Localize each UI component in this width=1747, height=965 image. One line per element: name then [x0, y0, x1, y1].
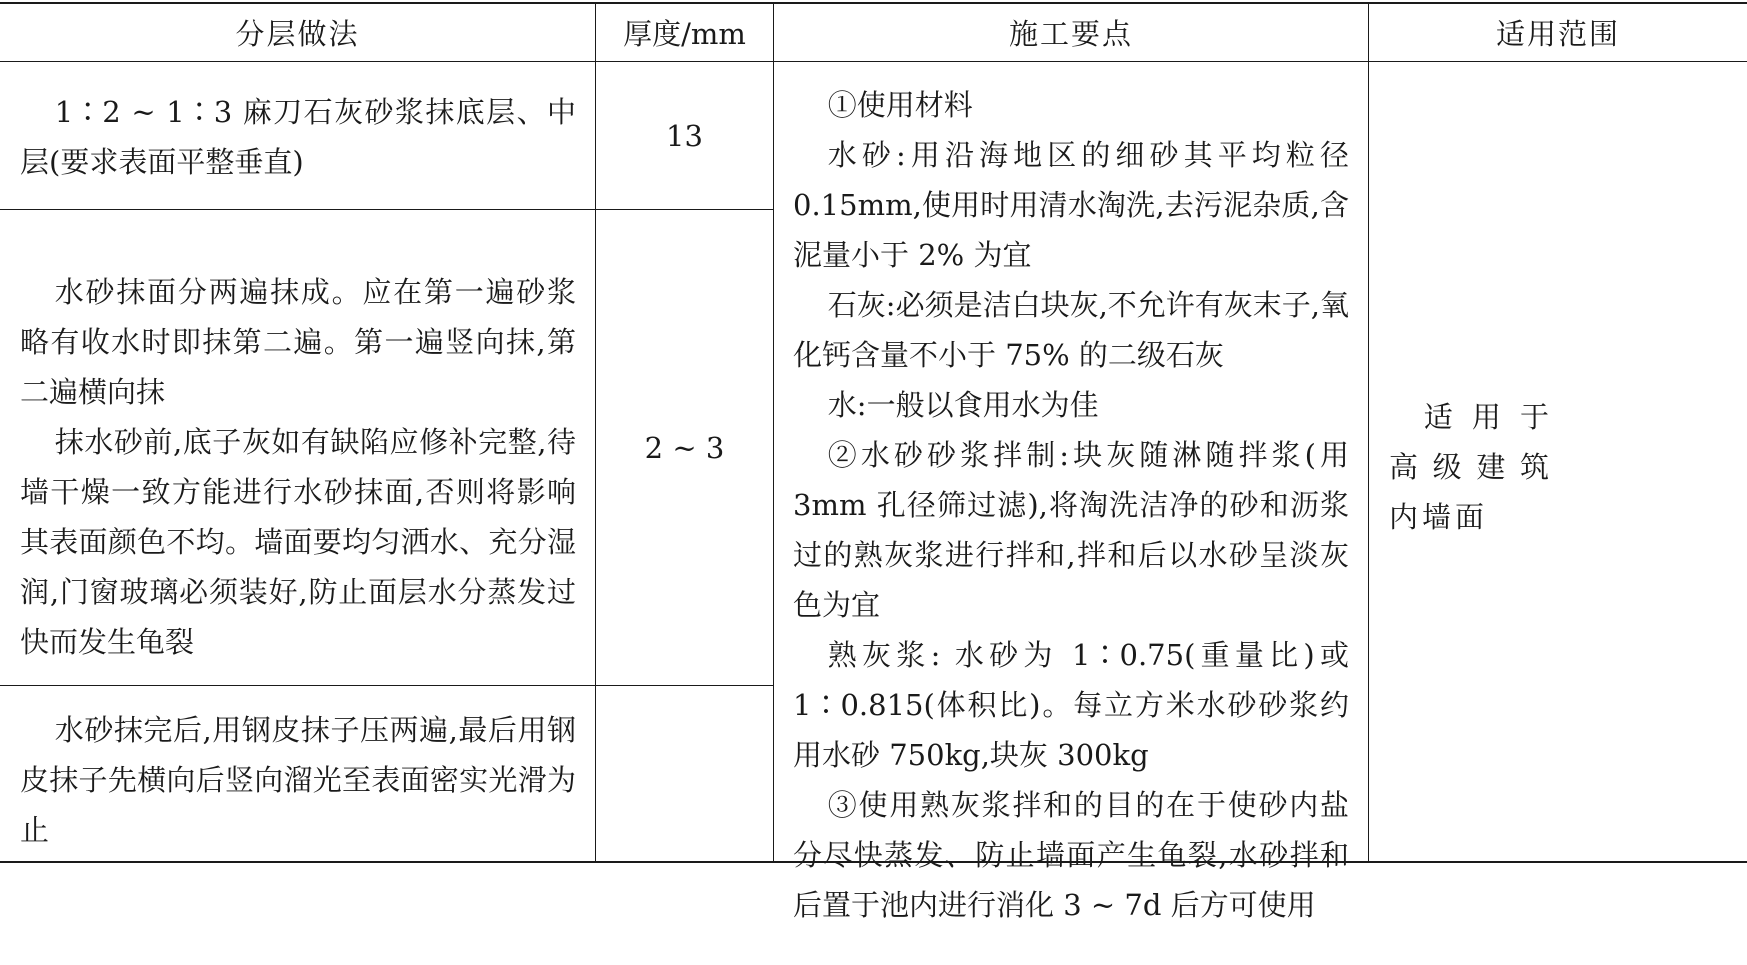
scope-text: 适用于高级建筑内墙面 [1389, 400, 1553, 534]
header-thickness: 厚度/mm [623, 17, 746, 51]
header-key-points: 施工要点 [1008, 17, 1133, 51]
scope-cell [1389, 392, 1553, 542]
key-point-4: 水:一般以食用水为佳 [827, 388, 1099, 422]
key-points-cell [793, 80, 1349, 930]
row2-layer-cell [20, 267, 576, 667]
row1-thickness: 13 [666, 118, 703, 153]
key-point-5: ②水砂砂浆拌制:块灰随淋随拌浆(用 3mm 孔径筛过滤),将淘洗洁净的砂和沥浆过的熟灰浆进行拌和,拌和后以水砂呈淡灰色为宜 [793, 438, 1349, 622]
header-scope: 适用范围 [1495, 17, 1620, 51]
col-divider-3 [1368, 3, 1369, 862]
key-point-3: 石灰:必须是洁白块灰,不允许有灰末子,氧化钙含量不小于 75% 的二级石灰 [793, 288, 1350, 372]
row3-thickness [596, 686, 773, 861]
row2-thickness: 2 ~ 3 [644, 430, 725, 465]
key-point-7: ③使用熟灰浆拌和的目的在于使砂内盐分尽快蒸发、防止墙面产生龟裂,水砂拌和后置于池内进行消化 3 ~ 7d 后方可使用 [793, 788, 1349, 922]
key-point-6: 熟灰浆: 水砂为 1∶0.75(重量比)或 1∶0.815(体积比)。每立方米水砂砂浆约用水砂 750kg,块灰 300kg [793, 638, 1349, 772]
key-point-1: ①使用材料 [827, 88, 973, 122]
header-bottom-rule [0, 61, 1747, 62]
row3-layer-text: 水砂抹完后,用钢皮抹子压两遍,最后用钢皮抹子先横向后竖向溜光至表面密实光滑为止 [20, 713, 576, 847]
row2-layer-paragraph-1: 水砂抹面分两遍抹成。应在第一遍砂浆略有收水时即抹第二遍。第一遍竖向抹,第二遍横向抹 [20, 275, 576, 409]
header-layer: 分层做法 [235, 17, 360, 51]
row1-layer-cell [20, 87, 576, 187]
row3-layer-cell [20, 705, 576, 855]
col-divider-2 [773, 3, 774, 862]
row2-layer-paragraph-2: 抹水砂前,底子灰如有缺陷应修补完整,待墙干燥一致方能进行水砂抹面,否则将影响其表面颜色不均。墙面要均匀洒水、充分湿润,门窗玻璃必须装好,防止面层水分蒸发过快而发生龟裂 [20, 425, 576, 659]
row1-layer-text: 1∶2 ~ 1∶3 麻刀石灰砂浆抹底层、中层(要求表面平整垂直) [20, 95, 576, 179]
key-point-2: 水砂:用沿海地区的细砂其平均粒径 0.15mm,使用时用清水淘洗,去污泥杂质,含泥量小于 2% 为宜 [793, 138, 1349, 272]
